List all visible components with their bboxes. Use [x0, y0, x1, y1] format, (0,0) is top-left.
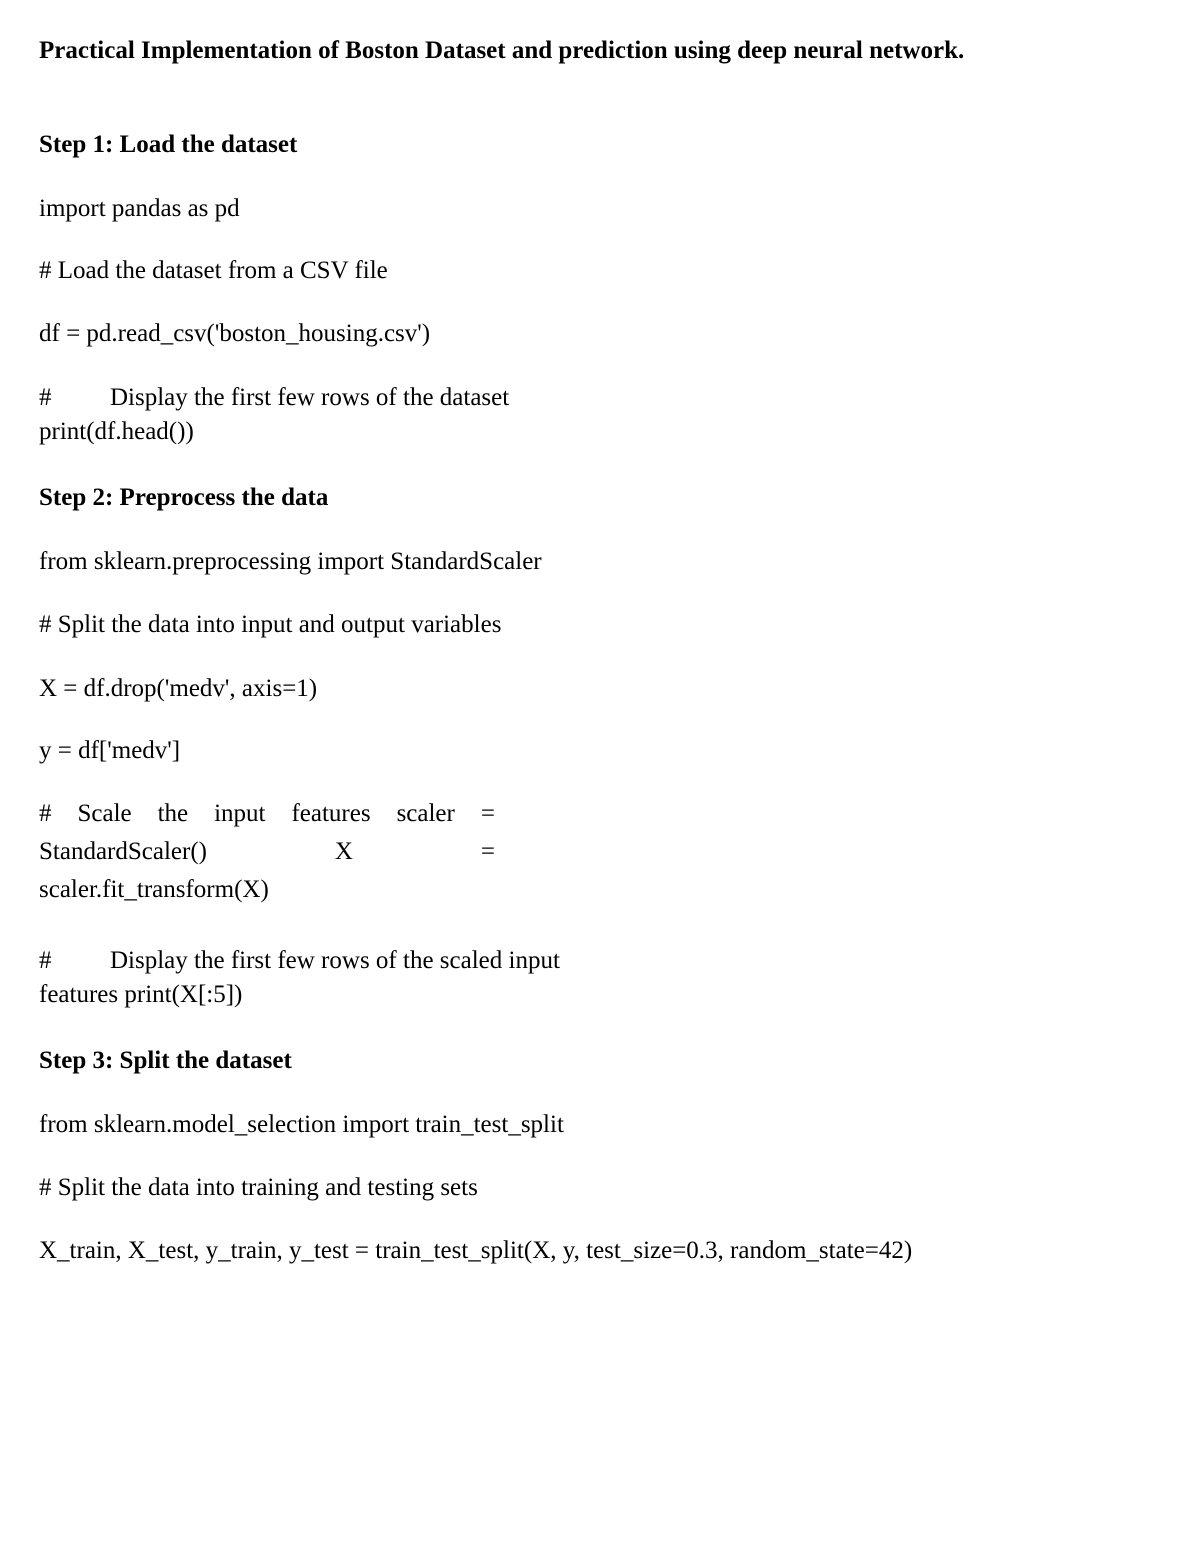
step2-scale-line-3: scaler.fit_transform(X) [39, 876, 269, 903]
scale-word: # [39, 800, 52, 827]
step2-comment-display: Display the first few rows of the scaled input [110, 947, 560, 974]
step2-code-y: y = df['medv'] [39, 737, 181, 764]
step2-code-x: X = df.drop('medv', axis=1) [39, 675, 318, 702]
scale-word: features [291, 800, 371, 827]
step2-scale-line-2 [39, 837, 495, 867]
scale-word: = [480, 800, 495, 827]
document-title: Practical Implementation of Boston Dataset and prediction using deep neural network. [39, 37, 965, 64]
step3-comment-split: # Split the data into training and testing sets [39, 1174, 478, 1201]
step1-code-print: print(df.head()) [39, 418, 194, 445]
step2-code-import: from sklearn.preprocessing import StandardScaler [39, 548, 542, 575]
step2-comment-hash: # [39, 947, 52, 974]
step2-heading: Step 2: Preprocess the data [39, 484, 329, 511]
scale-word: input [214, 800, 266, 827]
step2-code-print: features print(X[:5]) [39, 981, 243, 1008]
scale-word: Scale [77, 800, 132, 827]
step1-comment-display: Display the first few rows of the dataset [110, 384, 510, 411]
step1-comment-load: # Load the dataset from a CSV file [39, 257, 388, 284]
step1-code-import: import pandas as pd [39, 195, 240, 222]
scale-word: the [157, 800, 189, 827]
scale-word: StandardScaler() [39, 838, 207, 865]
scale-word: X [334, 838, 353, 865]
step3-code-import: from sklearn.model_selection import train_test_split [39, 1111, 564, 1138]
step1-comment-hash: # [39, 384, 52, 411]
step1-heading: Step 1: Load the dataset [39, 131, 298, 158]
step1-code-read-csv: df = pd.read_csv('boston_housing.csv') [39, 320, 431, 347]
step3-code-split: X_train, X_test, y_train, y_test = train_test_split(X, y, test_size=0.3, random_state=42) [39, 1237, 913, 1264]
step3-heading: Step 3: Split the dataset [39, 1047, 292, 1074]
step2-comment-split: # Split the data into input and output variables [39, 611, 502, 638]
step2-scale-line-1 [39, 799, 495, 829]
scale-word: scaler [396, 800, 455, 827]
scale-word: = [480, 838, 495, 865]
